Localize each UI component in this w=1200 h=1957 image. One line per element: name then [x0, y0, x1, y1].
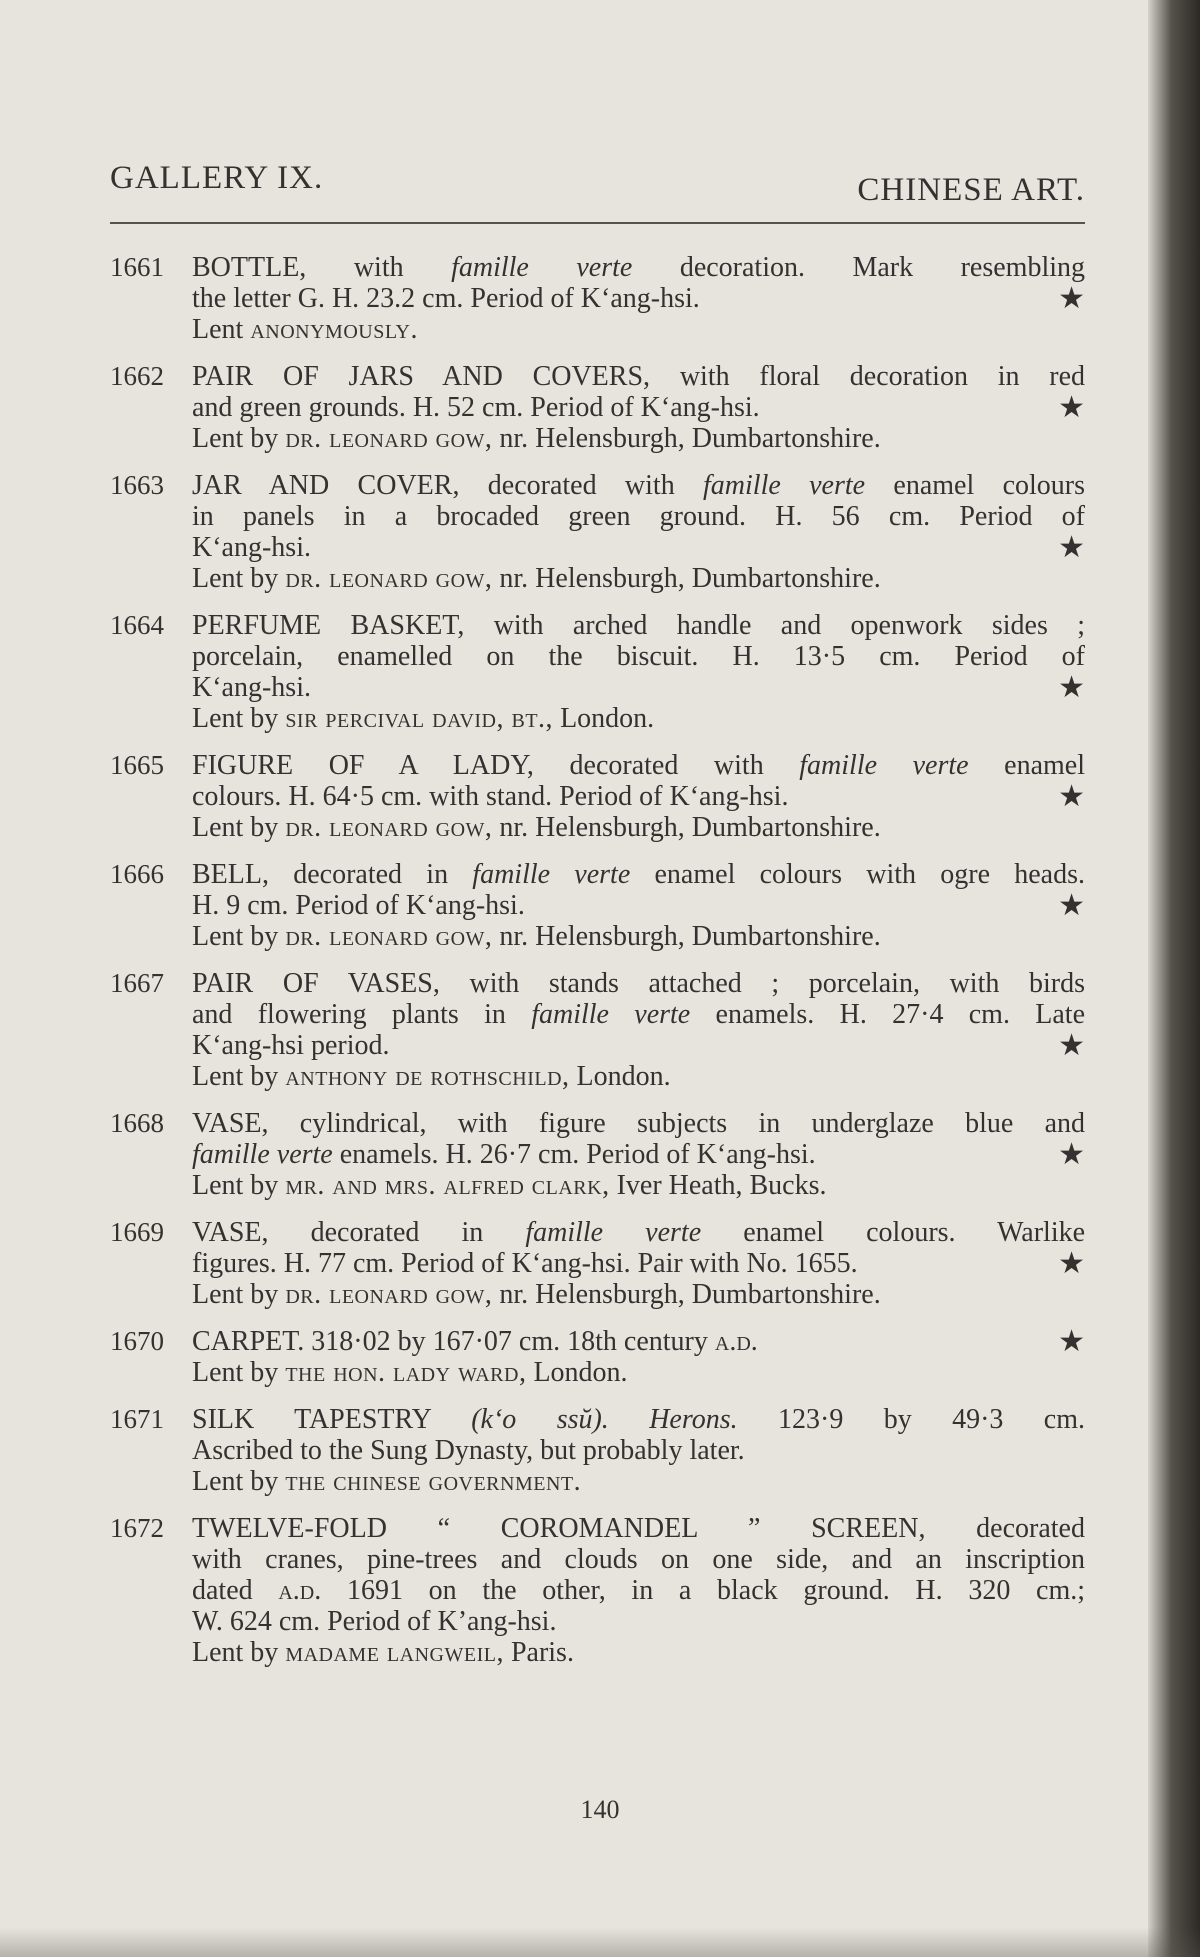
lender-name: sir percival david, bt., [285, 703, 554, 734]
lent-prefix: Lent by [192, 703, 279, 734]
entry-line [192, 610, 1085, 641]
entry-line [192, 750, 1085, 781]
lender-line [192, 1170, 1085, 1201]
entry-line [192, 890, 1085, 921]
catalogue-entry [110, 1326, 1085, 1388]
catalogue-entry [110, 1108, 1085, 1201]
star-icon: ★ [1058, 889, 1085, 922]
entry-line [192, 501, 1085, 532]
star-icon: ★ [1058, 1325, 1085, 1358]
entry-text: Ascribed to the Sung Dynasty, but probably later. [192, 1435, 745, 1466]
entry-line [192, 781, 1085, 812]
entry-line [192, 1513, 1085, 1544]
entry-text: decorated in [310, 1217, 484, 1248]
lender-location: London. [533, 1357, 628, 1388]
entry-number: 1668 [110, 1108, 164, 1138]
catalogue-entry [110, 470, 1085, 594]
entry-title: SILK TAPESTRY [192, 1404, 431, 1435]
lender-line [192, 1357, 1085, 1388]
page-number: 140 [580, 1795, 620, 1824]
entry-number: 1662 [110, 361, 164, 391]
lender-name: anthony de rothschild, [285, 1061, 570, 1092]
lender-location: Iver Heath, Bucks. [616, 1170, 827, 1201]
entry-text: colours. H. 64·5 cm. with stand. Period of K‘ang-hsi. [192, 781, 789, 812]
lender-line [192, 1637, 1085, 1668]
lender-name: the hon. lady ward, [285, 1357, 527, 1388]
lender-location: London. [576, 1061, 671, 1092]
entry-line [192, 672, 1085, 703]
entry-italic: famille verte [525, 1217, 702, 1248]
entry-italic: (k‘o ssŭ). [471, 1404, 609, 1435]
catalogue-entry [110, 361, 1085, 454]
entry-line [192, 999, 1085, 1030]
entry-italic: famille verte [799, 750, 969, 781]
entry-line [192, 968, 1085, 999]
lent-prefix: Lent by [192, 1637, 279, 1668]
catalogue-entry [110, 1404, 1085, 1497]
catalogue-entry [110, 968, 1085, 1092]
entry-title: PAIR OF JARS AND COVERS, [192, 361, 651, 392]
lender-line [192, 921, 1085, 952]
lender-location: nr. Helensburgh, Dumbartonshire. [499, 563, 881, 594]
entry-line [192, 1544, 1085, 1575]
catalogue-entry [110, 859, 1085, 952]
entry-line [192, 283, 1085, 314]
entry-number: 1669 [110, 1217, 164, 1247]
entry-line [192, 1108, 1085, 1139]
entry-text: decorated in [293, 859, 449, 890]
entry-title: PAIR OF VASES, [192, 968, 440, 999]
lender-line [192, 563, 1085, 594]
entry-italic: famille verte [703, 470, 866, 501]
entry-text: the letter G. H. 23.2 cm. Period of K‘ang-hsi. [192, 283, 700, 314]
lender-location: nr. Helensburgh, Dumbartonshire. [499, 423, 881, 454]
lent-prefix: Lent by [192, 1170, 279, 1201]
catalogue-entry [110, 1217, 1085, 1310]
lender-line [192, 1466, 1085, 1497]
lent-prefix: Lent by [192, 423, 279, 454]
gallery-heading: GALLERY IX. [110, 160, 324, 196]
entry-text: K‘ang-hsi. [192, 532, 311, 563]
lent-prefix: Lent by [192, 921, 279, 952]
lender-location: nr. Helensburgh, Dumbartonshire. [499, 812, 881, 843]
entry-text: and flowering plants in [192, 999, 506, 1030]
catalogue-entry [110, 610, 1085, 734]
entry-text: enamels. H. 27·4 cm. Late [715, 999, 1086, 1030]
entry-text: decorated with [487, 470, 675, 501]
star-icon: ★ [1058, 1029, 1085, 1062]
star-icon: ★ [1058, 391, 1085, 424]
entry-number: 1661 [110, 252, 164, 282]
entry-text: 318·02 by 167·07 cm. 18th century [311, 1326, 708, 1357]
entry-text: with cranes, pine-trees and clouds on one side, and an inscription [192, 1544, 1085, 1575]
lent-prefix: Lent by [192, 1357, 279, 1388]
lender-name: dr. leonard gow, [285, 921, 493, 952]
lender-line [192, 1279, 1085, 1310]
star-icon: ★ [1058, 671, 1085, 704]
entry-line [192, 252, 1085, 283]
lender-name: the chinese government. [285, 1466, 582, 1497]
entry-title: FIGURE OF A LADY, [192, 750, 534, 781]
entry-number: 1671 [110, 1404, 164, 1434]
entry-italic: famille verte [192, 1139, 333, 1170]
entry-number: 1667 [110, 968, 164, 998]
entry-text: figures. H. 77 cm. Period of K‘ang-hsi. Pair with No. 1655. [192, 1248, 858, 1279]
catalogue-entry [110, 252, 1085, 345]
entry-text: K‘ang-hsi period. [192, 1030, 390, 1061]
entry-text: cylindrical, with figure subjects in underglaze blue and [299, 1108, 1085, 1139]
entry-text: W. 624 cm. Period of K’ang-hsi. [192, 1606, 557, 1637]
entry-text: with [353, 252, 404, 283]
entry-title: PERFUME BASKET, [192, 610, 465, 641]
entry-text: 123·9 by 49·3 cm. [778, 1404, 1086, 1435]
lent-prefix: Lent by [192, 1061, 279, 1092]
lender-line [192, 703, 1085, 734]
era-label: a.d. [278, 1575, 322, 1606]
section-heading: CHINESE ART. [857, 172, 1085, 208]
running-header [110, 160, 1085, 208]
lent-prefix: Lent by [192, 812, 279, 843]
lender-line [192, 314, 1085, 345]
entry-text: and green grounds. H. 52 cm. Period of K‘ang-hsi. [192, 392, 760, 423]
entry-italic: famille verte [451, 252, 633, 283]
entry-italic: famille verte [531, 999, 691, 1030]
entry-text: porcelain, enamelled on the biscuit. H. 13·5 cm. Period of [192, 641, 1085, 672]
entry-title: TWELVE-FOLD “ COROMANDEL ” SCREEN, [192, 1513, 926, 1544]
lent-prefix: Lent [192, 314, 244, 345]
entry-text: enamel colours. Warlike [743, 1217, 1086, 1248]
header-rule [110, 222, 1085, 224]
lender-line [192, 423, 1085, 454]
entry-number: 1666 [110, 859, 164, 889]
entry-italic: famille verte [472, 859, 631, 890]
entry-text: with stands attached ; porcelain, with birds [469, 968, 1085, 999]
era-label: a.d. [714, 1326, 758, 1357]
entry-title: BOTTLE, [192, 252, 307, 283]
entry-line [192, 1435, 1085, 1466]
catalogue-entry [110, 1513, 1085, 1668]
entry-title: VASE, [192, 1108, 269, 1139]
entry-line [192, 1030, 1085, 1061]
lent-prefix: Lent by [192, 563, 279, 594]
page-bottom-shade [0, 1927, 1200, 1957]
entry-line [192, 859, 1085, 890]
star-icon: ★ [1058, 1247, 1085, 1280]
lender-name: dr. leonard gow, [285, 812, 493, 843]
entry-text: decorated [976, 1513, 1085, 1544]
entry-text: dated [192, 1575, 253, 1606]
entry-line [192, 361, 1085, 392]
entry-line [192, 1575, 1085, 1606]
entry-line [192, 1606, 1085, 1637]
lender-name: mr. and mrs. alfred clark, [285, 1170, 610, 1201]
catalogue-entry [110, 750, 1085, 843]
entry-line [192, 641, 1085, 672]
star-icon: ★ [1058, 282, 1085, 315]
lender-location: London. [560, 703, 655, 734]
star-icon: ★ [1058, 531, 1085, 564]
entry-title: JAR AND COVER, [192, 470, 460, 501]
lender-location: Paris. [510, 1637, 574, 1668]
lent-prefix: Lent by [192, 1466, 279, 1497]
entry-line [192, 1326, 1085, 1357]
entry-title: BELL, [192, 859, 269, 890]
entry-text: decorated with [569, 750, 764, 781]
entry-line [192, 1217, 1085, 1248]
entry-text: enamels. H. 26·7 cm. Period of K‘ang-hsi. [339, 1139, 816, 1170]
entry-line [192, 1248, 1085, 1279]
entry-text: enamel [1004, 750, 1085, 781]
entry-title: VASE, [192, 1217, 269, 1248]
lender-location: nr. Helensburgh, Dumbartonshire. [499, 1279, 881, 1310]
lender-name: dr. leonard gow, [285, 1279, 493, 1310]
lender-name: dr. leonard gow, [285, 423, 493, 454]
entry-line [192, 532, 1085, 563]
lender-name: dr. leonard gow, [285, 563, 493, 594]
entry-number: 1672 [110, 1513, 164, 1543]
lender-name: anonymously. [250, 314, 418, 345]
catalogue-entries [110, 252, 1085, 1684]
lender-line [192, 812, 1085, 843]
entry-text: enamel colours [893, 470, 1085, 501]
entry-text: K‘ang-hsi. [192, 672, 311, 703]
lender-line [192, 1061, 1085, 1092]
entry-text: with floral decoration in red [679, 361, 1086, 392]
entry-text: decoration. Mark resembling [679, 252, 1086, 283]
entry-line [192, 1404, 1085, 1435]
entry-text: with arched handle and openwork sides ; [493, 610, 1086, 641]
entry-title: CARPET. [192, 1326, 305, 1357]
entry-line [192, 1139, 1085, 1170]
page-edge-shadow [1148, 0, 1200, 1957]
entry-text: H. 9 cm. Period of K‘ang-hsi. [192, 890, 525, 921]
entry-text: enamel colours with ogre heads. [654, 859, 1085, 890]
entry-number: 1664 [110, 610, 164, 640]
lender-name: madame langweil, [285, 1637, 504, 1668]
lender-location: nr. Helensburgh, Dumbartonshire. [499, 921, 881, 952]
entry-number: 1663 [110, 470, 164, 500]
entry-text: in panels in a brocaded green ground. H. 56 cm. Period of [192, 501, 1085, 532]
entry-number: 1665 [110, 750, 164, 780]
star-icon: ★ [1058, 780, 1085, 813]
star-icon: ★ [1058, 1138, 1085, 1171]
entry-number: 1670 [110, 1326, 164, 1356]
entry-line [192, 392, 1085, 423]
entry-line [192, 470, 1085, 501]
entry-italic: Herons. [649, 1404, 738, 1435]
entry-text: 1691 on the other, in a black ground. H. 320 cm.; [346, 1575, 1086, 1606]
lent-prefix: Lent by [192, 1279, 279, 1310]
